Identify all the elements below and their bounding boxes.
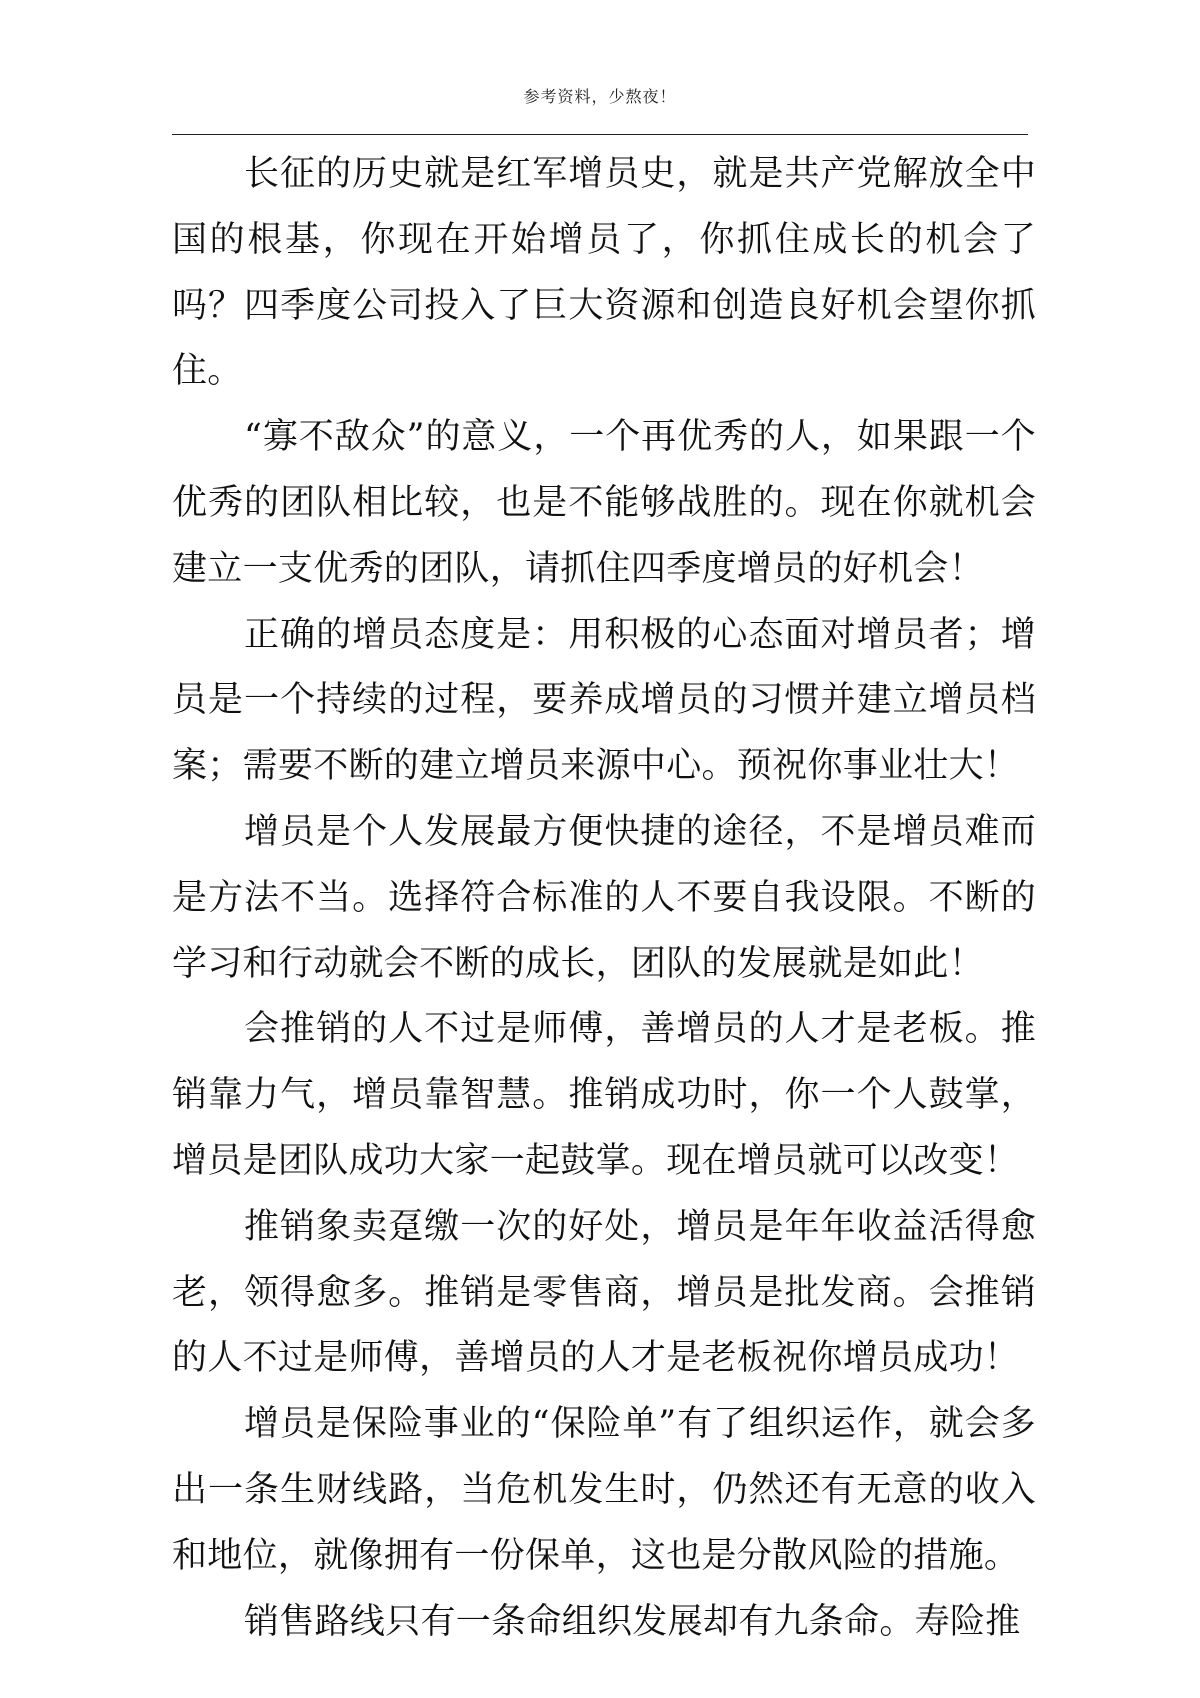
paragraph: 增员是个人发展最方便快捷的途径，不是增员难而是方法不当。选择符合标准的人不要自我设限。不断的学习和行动就会不断的成长，团队的发展就是如此！: [172, 811, 1036, 984]
document-body: [172, 142, 1036, 1655]
paragraph: 推销象卖趸缴一次的好处，增员是年年收益活得愈老，领得愈多。推销是零售商，增员是批发商。会推销的人不过是师傅，善增员的人才是老板祝你增员成功！: [172, 1206, 1036, 1379]
paragraph: “寡不敌众”的意义，一个再优秀的人，如果跟一个优秀的团队相比较，也是不能够战胜的。现在你就机会建立一支优秀的团队，请抓住四季度增员的好机会！: [172, 417, 1036, 589]
paragraph: 销售路线只有一条命组织发展却有九条命。寿险推: [244, 1601, 1021, 1642]
paragraph: 正确的增员态度是：用积极的心态面对增员者；增员是一个持续的过程，要养成增员的习惯并建立增员档案；需要不断的建立增员来源中心。预祝你事业壮大！: [172, 614, 1036, 787]
paragraph: 长征的历史就是红军增员史，就是共产党解放全中国的根基，你现在开始增员了，你抓住成长的机会了吗？四季度公司投入了巨大资源和创造良好机会望你抓住。: [172, 154, 1036, 392]
page-header: 参考资料，少熬夜！: [523, 87, 677, 106]
paragraph: 增员是保险事业的“保险单”有了组织运作，就会多出一条生财线路，当危机发生时，仍然还有无意的收入和地位，就像拥有一份保单，这也是分散风险的措施。: [172, 1404, 1036, 1576]
header-divider: [172, 134, 1028, 135]
paragraph: 会推销的人不过是师傅，善增员的人才是老板。推销靠力气，增员靠智慧。推销成功时，你一个人鼓掌，增员是团队成功大家一起鼓掌。现在增员就可以改变！: [172, 1009, 1036, 1181]
